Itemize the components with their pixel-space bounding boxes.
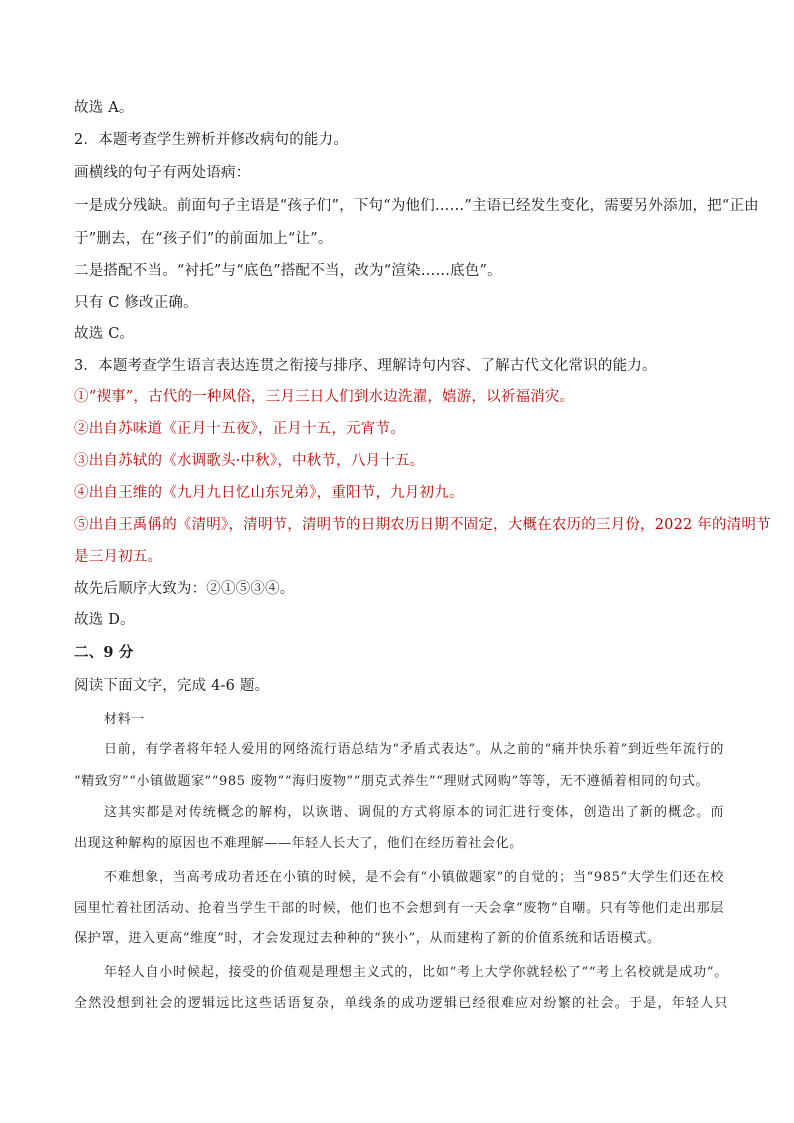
material-title: 材料一 <box>104 712 145 727</box>
material-paragraph: 日前，有学者将年轻人爱用的网络流行语总结为“矛盾式表达”。从之前的“痛并快乐着”到近些年流行的 <box>104 742 724 757</box>
item-5-cont: 是三月初五。 <box>74 549 163 565</box>
text-line: 一是成分残缺。前面句子主语是“孩子们”，下句“为他们……”主语已经发生变化，需要另外添加，把“正由 <box>74 198 759 214</box>
material-paragraph: 不难想象，当高考成功者还在小镇的时候，是不会有“小镇做题家”的自觉的；当“985”大学生们还在校 <box>104 870 724 885</box>
material-paragraph: 全然没想到社会的逻辑远比这些话语复杂，单线条的成功逻辑已经很难应对纷繁的社会。于是，年轻人只 <box>74 996 728 1011</box>
material-paragraph: 年轻人自小时候起，接受的价值观是理想主义式的，比如“考上大学你就轻松了”“考上名校就是成功”。 <box>104 965 728 980</box>
item-5: ⑤出自王禹偁的《清明》，清明节，清明节的日期农历日期不固定，大概在农历的三月份，2022 年的清明节 <box>74 517 771 533</box>
material-paragraph: 园里忙着社团活动、抢着当学生干部的时候，他们也不会想到有一天会拿“废物”自嘲。只有等他们走出那层 <box>74 901 724 916</box>
reading-instruction: 阅读下面文字，完成 4-6 题。 <box>74 678 270 694</box>
material-paragraph: “精致穷”“小镇做题家”“985 废物”“海归废物”“朋克式养生”“理财式网购”等等，无不遵循着相同的句式。 <box>74 774 710 789</box>
question-2-intro: 2．本题考查学生辨析并修改病句的能力。 <box>74 132 349 148</box>
answer-line: 故选 A。 <box>74 100 134 116</box>
item-4: ④出自王维的《九月九日忆山东兄弟》，重阳节，九月初九。 <box>74 485 464 501</box>
material-paragraph: 这其实都是对传统概念的解构，以诙谐、调侃的方式将原本的词汇进行变体，创造出了新的概念。而 <box>104 805 724 820</box>
material-paragraph: 出现这种解构的原因也不难理解——年轻人长大了，他们在经历着社会化。 <box>74 836 523 851</box>
item-2: ②出自苏味道《正月十五夜》，正月十五，元宵节。 <box>74 421 405 437</box>
answer-line: 故选 C。 <box>74 326 135 342</box>
text-line: 于”删去，在“孩子们”的前面加上“让”。 <box>74 231 333 247</box>
order-line: 故先后顺序大致为：②①⑤③④。 <box>74 581 295 597</box>
section-heading: 二、9 分 <box>74 644 134 661</box>
text-line: 只有 C 修改正确。 <box>74 295 198 311</box>
text-line: 画横线的句子有两处语病： <box>74 165 251 181</box>
question-3-intro: 3．本题考查学生语言表达连贯之衔接与排序、理解诗句内容、了解古代文化常识的能力。 <box>74 358 657 374</box>
item-3: ③出自苏轼的《水调歌头·中秋》，中秋节，八月十五。 <box>74 453 425 469</box>
item-1: ①“禊事”，古代的一种风俗，三月三日人们到水边洗濯，嬉游，以祈福消灾。 <box>74 389 575 405</box>
text-line: 二是搭配不当。“衬托”与“底色”搭配不当，改为“渲染……底色”。 <box>74 263 502 279</box>
material-paragraph: 保护罩，进入更高“维度”时，才会发现过去种种的“狭小”，从而建构了新的价值系统和话语模式。 <box>74 931 661 946</box>
answer-line: 故选 D。 <box>74 612 135 628</box>
